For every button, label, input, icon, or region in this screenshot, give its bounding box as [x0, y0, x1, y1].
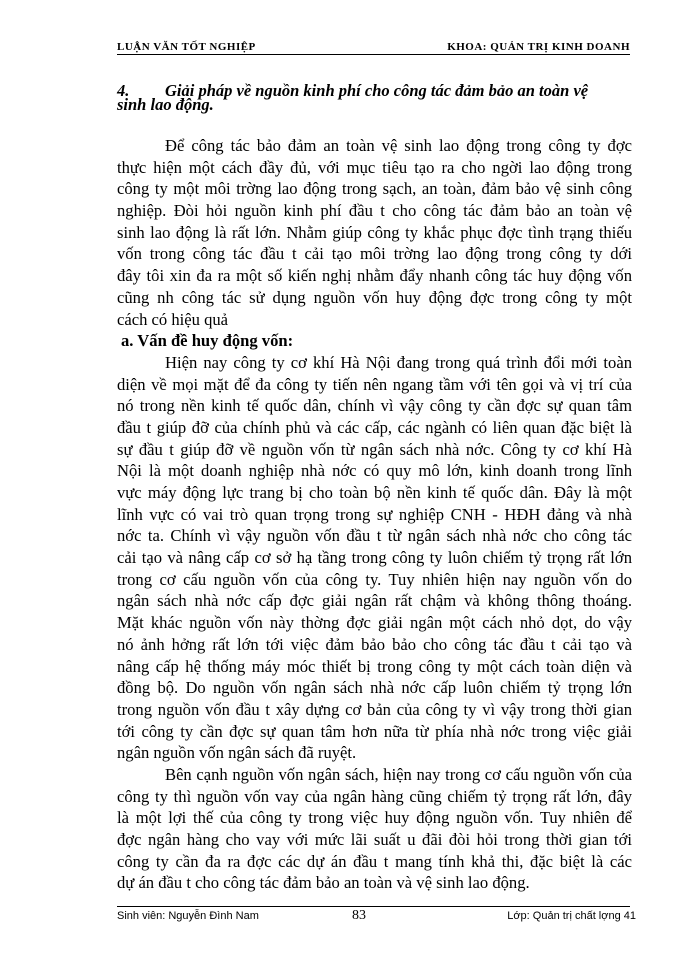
text-line: Hiện nay công ty cơ khí Hà Nội đang trong quá trình đổi mới toàn [165, 352, 632, 372]
text-line: nghiệp. Đòi hỏi nguồn kinh phí đầu t cho công tác đảm bảo an toàn vệ [117, 201, 632, 221]
text-line: trong cơ cấu nguồn vốn của công ty. Tuy nhiên hiện nay nguồn vốn do [117, 569, 632, 589]
section-number: 4. [117, 81, 130, 100]
page-footer [117, 906, 636, 923]
subsection-heading: a. Vấn đề huy động vốn: [121, 331, 294, 351]
text-line: cách có hiệu quả [117, 309, 229, 329]
text-line: nâng cấp hệ thống máy móc thiết bị trong công ty một cách toàn diện và [117, 656, 632, 676]
header-right: KHOA: QUẢN TRỊ KINH DOANH [447, 41, 630, 53]
header-left: LUẬN VĂN TỐT NGHIỆP [117, 41, 256, 53]
text-line: là một lợi thế của công ty trong việc huy động nguồn vốn. Tuy nhiên để [117, 808, 632, 828]
text-line: vốn trong công tác đầu t cải tạo môi trờng lao động trong công ty dới [117, 244, 632, 264]
text-line: ngân sách nhà nớc cấp đợc giải ngân rất chậm và không thông thoáng. [117, 591, 632, 611]
text-line: tới công ty cần đợc sự quan tâm hơn nữa từ phía nhà nớc trong việc giải [117, 721, 632, 741]
text-line: Để công tác bảo đảm an toàn vệ sinh lao động trong công ty đợc [165, 136, 632, 155]
text-line: sự đầu t giúp đỡ về nguồn vốn từ ngân sách nhà nớc. Công ty cơ khí Hà [117, 439, 632, 459]
text-line: nớc ta. Chính vì vậy nguồn vốn đầu t từ ngân sách nhà nớc cho công tác [117, 526, 632, 546]
text-line: diện về mọi mặt để đa công ty tiến nên ngang tầm với tên gọi và vị trí của [117, 374, 632, 394]
document-body [117, 135, 632, 894]
text-line: sinh lao động là rất lớn. Nhằm giúp công ty khắc phục đợc tình trạng thiếu [117, 222, 632, 242]
text-line: cải tạo và nâng cấp cơ sở hạ tầng trong công ty luôn chiếm tỷ trọng rất lớn [117, 548, 632, 568]
text-line: đợc ngân hàng cho vay với mức lãi suất u đãi đòi hỏi trong thời gian tới [117, 830, 632, 849]
page-header [117, 39, 630, 55]
heading-line-1: Giải pháp về nguồn kinh phí cho công tác đảm bảo an toàn vệ [165, 81, 589, 100]
text-line: công ty một môi trờng lao động trong sạch, an toàn, đảm bảo vệ sinh công [117, 179, 632, 199]
text-line: đồng bộ. Do nguồn vốn ngân sách nhà nớc cấp luôn chiếm tỷ trọng lớn [117, 678, 632, 698]
text-line: công ty thì nguồn vốn vay của ngân hàng cũng chiếm tỷ trọng rất lớn, đây [117, 786, 632, 806]
text-line: đây tôi xin đa ra một số kiến nghị nhằm đẩy nhanh công tác huy động vốn [117, 266, 632, 286]
heading-line-2: sinh lao động. [117, 95, 214, 114]
section-heading [117, 81, 630, 114]
text-line: vực máy động lực trang bị cho toàn bộ nền kinh tế quốc dân. Đây là một [117, 483, 632, 502]
text-line: dự án đầu t cho công tác đảm bảo an toàn và vệ sinh lao động. [117, 873, 530, 893]
text-line: cũng nh công tác sử dụng nguồn vốn huy động đợc trong công ty một [117, 287, 632, 307]
text-line: Bên cạnh nguồn vốn ngân sách, hiện nay trong cơ cấu nguồn vốn của [165, 764, 632, 784]
text-line: lĩnh vực có vai trò quan trọng trong sự nghiệp CNH - HĐH đảng và nhà [117, 504, 632, 524]
page-number: 83 [352, 908, 366, 923]
text-line: nó ảnh hởng rất lớn tới việc đảm bảo bảo cho công tác đầu t cải tạo và [117, 634, 632, 654]
text-line: ngân nguồn vốn ngân sách đã ruyệt. [117, 743, 357, 763]
text-line: nó trong nền kinh tế quốc dân, chính vì vậy công ty cần đợc sự quan tâm [117, 396, 632, 416]
text-line: đầu t giúp đỡ của chính phủ và các cấp, các ngành có liên quan đặc biệt là [117, 417, 632, 437]
text-line: Nội là một doanh nghiệp nhà nớc có quy mô lớn, kinh doanh trong lĩnh [117, 461, 632, 481]
text-line: công ty cần đa ra đợc các dự án đầu t mang tính khả thi, đặc biệt là các [117, 851, 632, 871]
text-line: trong nguồn vốn đầu t xây dựng cơ bản của công ty vì vậy trong thời gian [117, 699, 632, 719]
text-line: thực hiện một cách đầy đủ, với mục tiêu tạo ra cho ngời lao động trong [117, 157, 632, 177]
footer-student: Sinh viên: Nguyễn Đình Nam [117, 910, 259, 922]
text-line: Mặt khác nguồn vốn này thờng đợc giải ngân một cách nhỏ dọt, do vậy [117, 613, 632, 633]
footer-class: Lớp: Quản trị chất lợng 41 [507, 910, 636, 922]
